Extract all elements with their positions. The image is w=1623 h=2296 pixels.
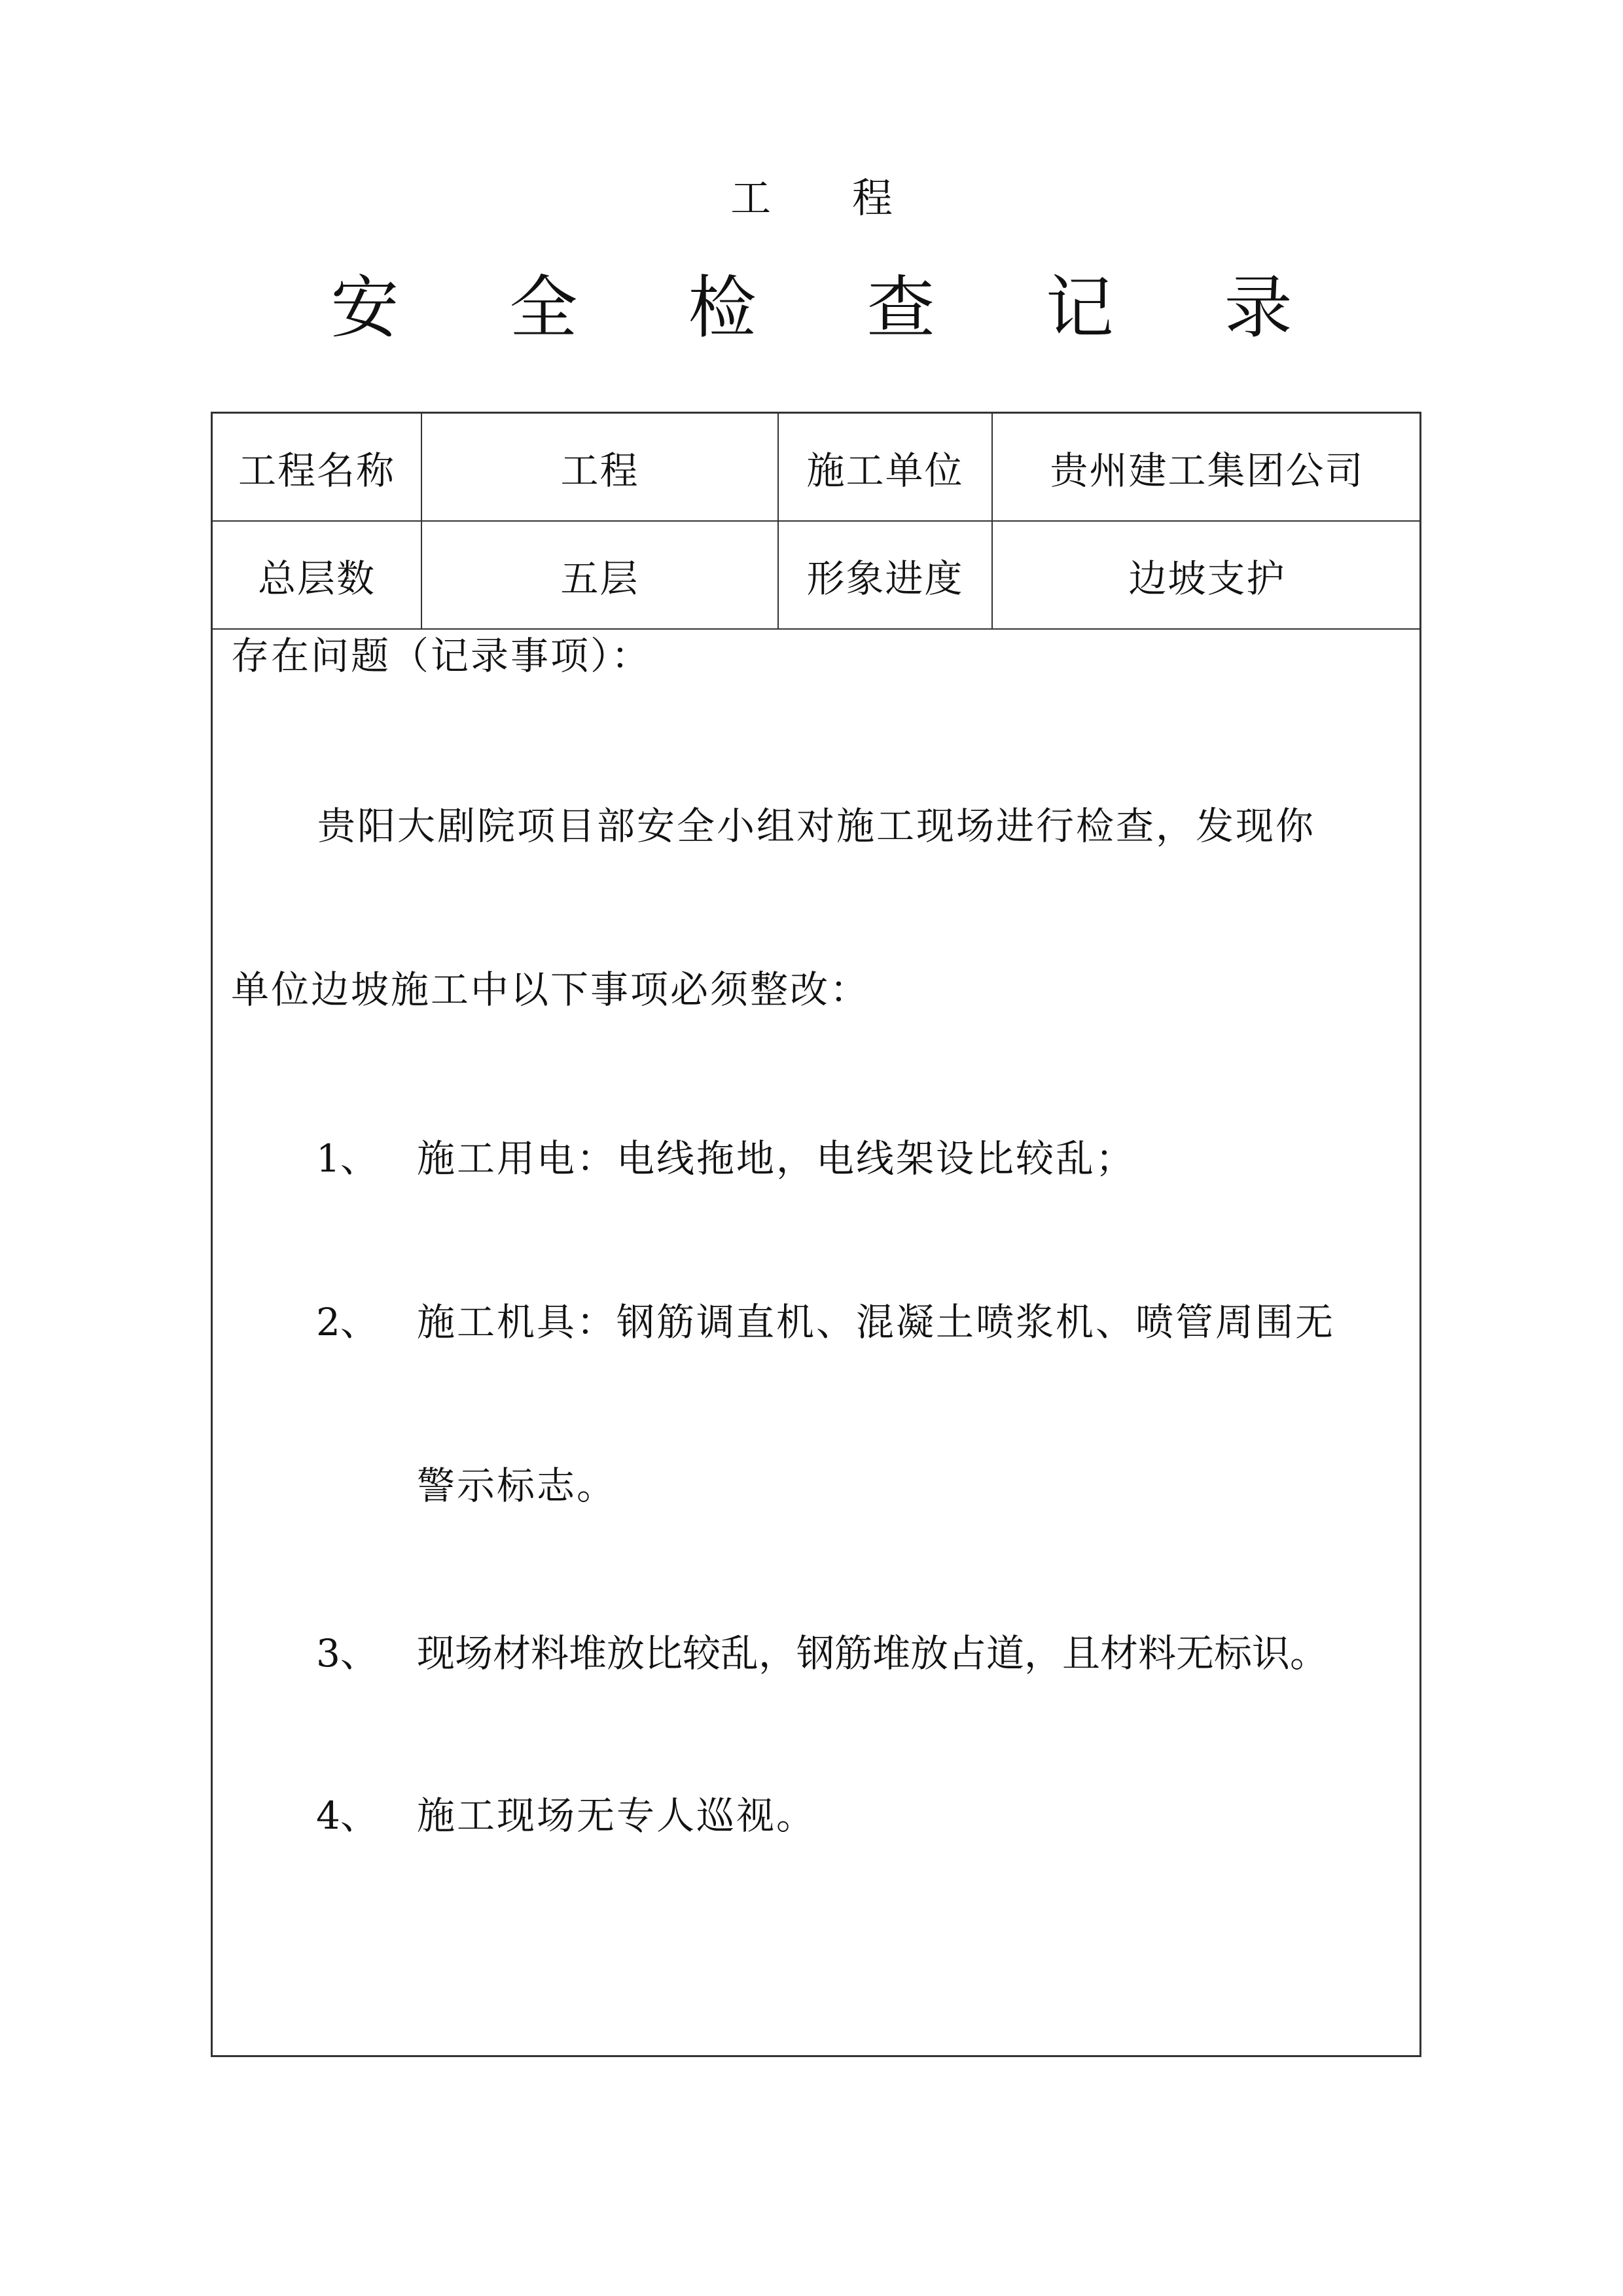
issue-number: 3、: [316, 1631, 378, 1676]
project-name-value: 工程: [422, 414, 779, 520]
progress-value: 边坡支护: [1128, 556, 1286, 601]
project-title: 工 程: [730, 174, 927, 222]
issue-text: 施工机具：钢筋调直机、混凝土喷浆机、喷管周围无: [417, 1300, 1336, 1344]
issues-heading: 存在问题（记录事项）：: [231, 634, 652, 678]
inspection-record-table: [211, 412, 1421, 2057]
issue-text: 现场材料堆放比较乱，钢筋堆放占道，且材料无标识。: [417, 1631, 1329, 1676]
table-row: [213, 522, 1419, 630]
issue-number: 2、: [316, 1300, 378, 1344]
issue-text: 施工用电：电线拖地，电线架设比较乱；: [417, 1136, 1136, 1181]
progress-label: 形象进度: [779, 522, 993, 628]
floor-count-label: 总层数: [213, 522, 422, 628]
issue-number: 1、: [316, 1136, 378, 1181]
floor-count-value: 五层: [422, 522, 779, 628]
issue-text: 施工现场无专人巡视。: [417, 1793, 817, 1838]
issues-intro-line1: 贵阳大剧院项目部安全小组对施工现场进行检查，发现你: [317, 804, 1316, 848]
issue-number: 4、: [316, 1793, 378, 1838]
contractor-label: 施工单位: [779, 414, 993, 520]
contractor-value: 贵州建工集团公司: [1050, 448, 1364, 493]
issues-intro-line2: 单位边坡施工中以下事项必须整改：: [231, 967, 870, 1012]
document-title: 安 全 检 查 记 录: [330, 268, 1337, 348]
issue-text-continued: 警示标志。: [417, 1463, 617, 1508]
table-row: [213, 414, 1419, 522]
project-name-label: 工程名称: [213, 414, 422, 520]
issues-section: [213, 630, 1419, 2056]
